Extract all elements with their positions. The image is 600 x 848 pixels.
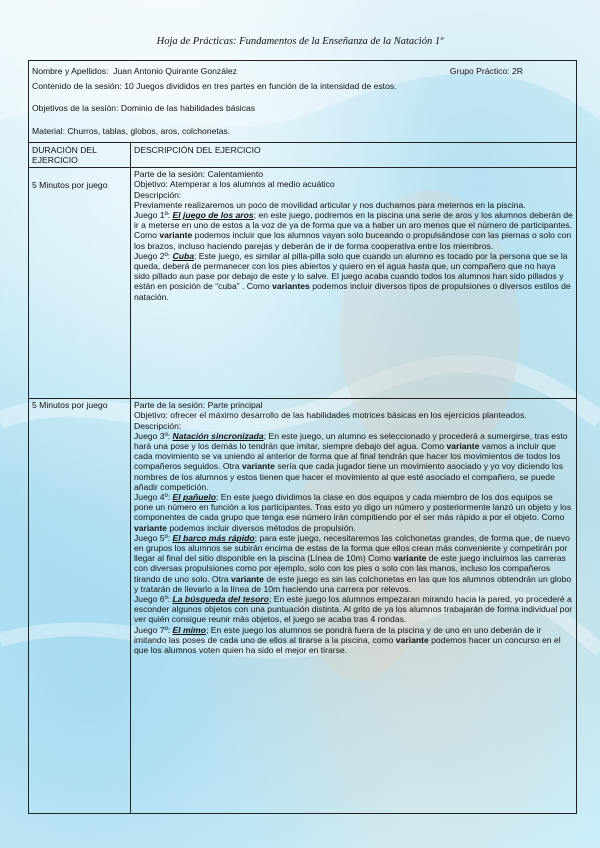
game-text: ; En este juego dividimos la clase en dos equipos y cada miembro de los dos equipos se pone un número en función a los participantes. Tras esto yo digo un número y posteriormente lanzó un objeto y los componentes de cada grupo que tenga ese número irán compitiendo por el ser más rápido a por el objeto. Como [134, 492, 572, 523]
game-text: ; En este juego los alumnos se pondrá fuera de la piscina y de uno en uno deberán de ir imitando las poses de cada uno de ellos al tirarse a la piscina, como [134, 624, 542, 645]
variant-label: variante [241, 461, 275, 472]
variant-label: variantes [272, 281, 310, 292]
game-1 [134, 210, 573, 251]
game-name: El juego de los aros [172, 210, 254, 221]
game-name: El mimo [172, 624, 206, 635]
content-value: 10 Juegos divididos en tres partes en función de la intensidad de estos. [124, 81, 397, 92]
duration-cell [29, 399, 131, 814]
game-name: Natación sincronizada [172, 430, 264, 441]
name-label: Nombre y Apellidos: [32, 66, 109, 76]
variant-label: variante [446, 441, 480, 452]
game-name: Cuba [172, 250, 194, 261]
description-cell [131, 168, 577, 399]
game-2 [134, 251, 573, 302]
game-text: ; En este juego los alumnos empezaran mirando hacia la pared, yo procederé a esconder algunos objetos con una puntuación distinta. Al grito de ya los alumnos trabajarán de forma individual por ver quién consigue reunir más objetos, el juego se acaba tras 4 rondas. [134, 594, 573, 625]
variant-label: variante [395, 634, 429, 645]
game-number: Juego 2º: [134, 250, 171, 261]
duration-text: 5 Minutos por juego [32, 180, 108, 191]
game-text: de este juego es sin las colchonetas en las que los alumnos obtendrán un globo y tratarán de llevarlo a la línea de 10m haciendo una carrera por relevos. [134, 573, 572, 594]
table-row [29, 168, 577, 399]
game-text: ; Este juego, es similar al pilla-pilla solo que cuando un alumno es tocado por la persona que se la queda, deberá de permanecer con los pies abiertos y quiero en el agua hasta que, un compañero que no haya sido pillado aun pase por debajo de este y lo salve. El juego acaba cuando todos los alumnos han sido pillados y están en posición de “cuba” . Como [134, 250, 568, 292]
game-number: Juego 4º: [134, 492, 171, 503]
group-value: 2R [512, 66, 523, 76]
game-text: podemos incluir diversos tipos de propulsiones o diversos estilos de natación. [134, 281, 571, 302]
session-objective: Objetivo: Atemperar a los alumnos al medio acuático [134, 179, 335, 190]
objectives-label: Objetivos de la sesión: [32, 103, 119, 114]
group-field [450, 66, 523, 76]
game-text: vamos a incluir que cada movimiento se va uniendo al anterior de forma que al final tendrán que hacer los movimientos de todos los compañeros seguidos. Otra [134, 441, 561, 472]
game-name: La búsqueda del tesoro [172, 594, 269, 605]
name-line [32, 66, 573, 76]
game-text: podemos hacer un concurso en el que los alumnos voten quien ha sido el mejor en tirarse. [134, 634, 561, 656]
game-number: Juego 1º: [134, 210, 171, 221]
page-title: Hoja de Prácticas: Fundamentos de la Enseñanza de la Natación 1º [156, 36, 444, 47]
game-6 [134, 594, 573, 625]
game-number: Juego 6º: [134, 594, 171, 605]
game-text: ; en este juego, podremos en la piscina una serie de aros y los alumnos deberán de ir a meterse en uno de estos a la voz de ya de forma que va a haber un aro menos que el número de participantes. Como [134, 210, 573, 241]
game-text: ; para este juego, necesitaremos las colchonetas grandes, de forma que, de nuevo en grupos los alumnos se subirán encima de estas de la forma que ellos crean más conveniente y competirán por llegar al final del sitio disponible en la piscina (Línea de 10m) Como [134, 532, 570, 564]
table-header-row [29, 142, 577, 167]
variant-label: variante [393, 553, 427, 564]
description-label: Descripción: [134, 189, 182, 200]
game-3 [134, 431, 573, 492]
variant-label: variante [230, 573, 264, 584]
objectives-line [32, 103, 573, 113]
game-5 [134, 533, 573, 594]
session-part: Parte de la sesión: Parte principal [134, 400, 263, 411]
game-text: podemos incluir que los alumnos vayan solo buceando o propulsándose con las piernas o solo con los brazos, incluso haciendo parejas y deberán de ir de forma cooperativa entre los miembros. [134, 230, 572, 251]
description-label: Descripción: [134, 420, 182, 431]
game-7 [134, 625, 573, 656]
game-name: El barco más rápido [172, 532, 255, 543]
intro-text: Previamente realizaremos un poco de movilidad articular y nos duchamos para meternos en la piscina. [134, 199, 526, 210]
game-4 [134, 492, 573, 533]
name-value: Juan Antonio Quirante González [113, 66, 237, 76]
duration-cell [29, 168, 131, 399]
session-objective: Objetivo: ofrecer el máximo desarrollo de las habilidades motrices básicas en los ejercicios planteados. [134, 410, 527, 421]
table-row [29, 399, 577, 814]
header-duration: DURACIÓN DEL EJERCICIO [29, 142, 131, 167]
game-text: ; En este juego, un alumno es seleccionado y procederá a sumergirse, tras esto hará una pose y los demás lo tendrán que imitar, siempre debajo del agua. Como [134, 430, 568, 452]
session-info-row [29, 61, 577, 143]
game-text: de este juego incluimos las carreras con diversas propulsiones como por ejemplo, solo con los pies o solo con las manos, incluso los compañeros tirando de uno solo. Otra [134, 553, 566, 584]
content-line [32, 81, 573, 91]
variant-label: variante [134, 522, 167, 533]
material-label: Material: [32, 125, 65, 136]
student-name-field [32, 66, 237, 76]
game-number: Juego 3º: [134, 430, 171, 441]
header-description: DESCRIPCIÓN DEL EJERCICIO [131, 142, 577, 167]
game-name: El pañuelo [172, 492, 216, 503]
practice-sheet-table [28, 60, 577, 814]
duration-text: 5 Minutos por juego [32, 400, 108, 411]
objectives-value: Dominio de las habilidades básicas [120, 103, 256, 114]
material-value: Churros, tablas, globos, aros, colchonetas. [67, 125, 231, 136]
group-label: Grupo Práctico: [449, 66, 510, 76]
game-text: podemos incluir diversos métodos de propulsión. [166, 522, 356, 533]
game-text: sería que cada jugador tiene un movimiento asociado y yo voy diciendo los nombres de los alumnos y estos tienen que hacer el movimiento al que esté asociado el compañero, se puede añadir competición. [134, 461, 564, 492]
content-label: Contenido de la sesión: [32, 81, 122, 92]
session-info-cell [29, 61, 577, 143]
game-number: Juego 5º: [134, 532, 171, 543]
game-number: Juego 7º: [134, 624, 171, 635]
session-part: Parte de la sesión: Calentamiento [134, 169, 263, 180]
description-cell [131, 399, 577, 814]
material-line [32, 126, 573, 136]
variant-label: variante [159, 230, 193, 241]
